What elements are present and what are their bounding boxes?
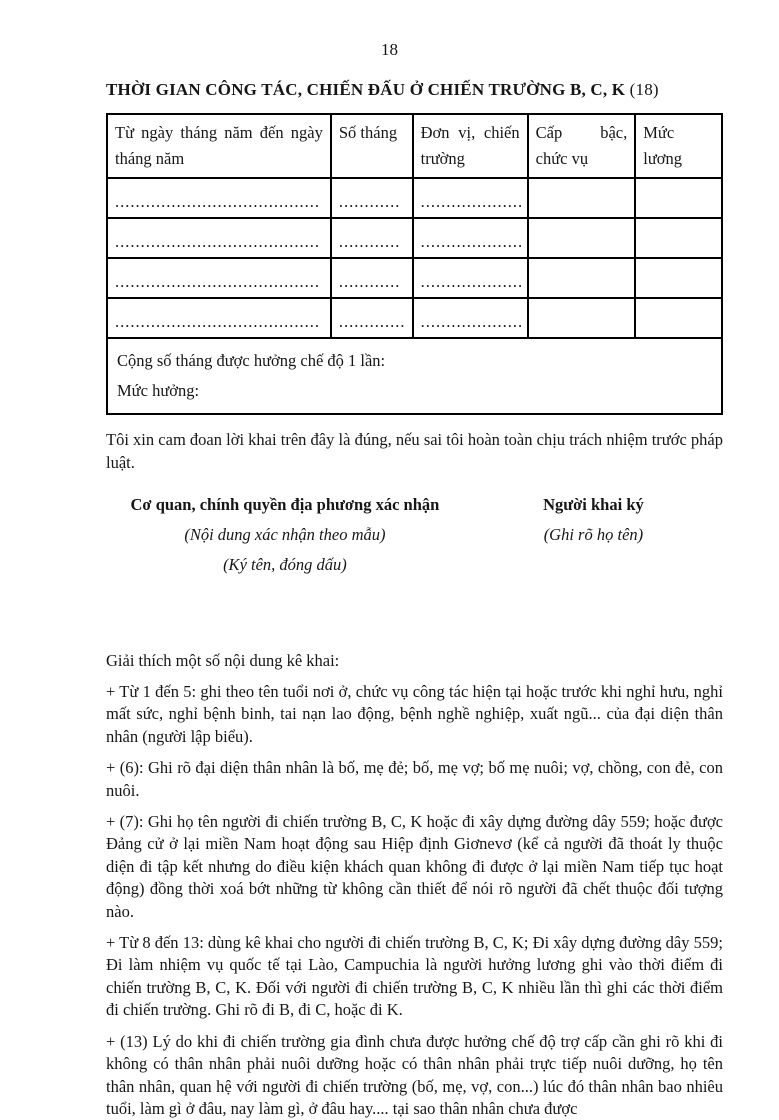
empty-cell xyxy=(528,178,636,218)
header-salary: Mức lương xyxy=(635,114,722,178)
header-unit-battlefield: Đơn vị, chiến trường xyxy=(413,114,528,178)
dotted-field: ........................................ xyxy=(107,178,331,218)
table-row xyxy=(107,258,722,298)
signature-section xyxy=(106,490,723,580)
table-row xyxy=(107,298,722,338)
form-section-title-ref: (18) xyxy=(625,80,659,99)
empty-cell xyxy=(528,258,636,298)
table-row xyxy=(107,178,722,218)
dotted-field: ........................................ xyxy=(107,218,331,258)
header-month-count: Số tháng xyxy=(331,114,413,178)
form-section-title xyxy=(106,80,723,100)
declaration-text: Tôi xin cam đoan lời khai trên đây là đúng, nếu sai tôi hoàn toàn chịu trách nhiệm trước pháp luật. xyxy=(106,430,723,472)
declarant-fullname-note: (Ghi rõ họ tên) xyxy=(543,525,644,544)
dotted-field: ............ xyxy=(331,178,413,218)
header-rank-position: Cấp bậc, chức vụ xyxy=(528,114,636,178)
explanation-heading: Giải thích một số nội dung kê khai: xyxy=(106,651,340,670)
dotted-field: .................... xyxy=(413,258,528,298)
dotted-field: ............ xyxy=(331,218,413,258)
note-paragraph-13: + (13) Lý do khi đi chiến trường gia đình chưa được hưởng chế độ trợ cấp cần ghi rõ khi đi không có thân nhân phải nuôi dưỡng hoặc có thân nhân phải trực tiếp nuôi dưỡng, họ tên thân nhân, quan hệ với người đi chiến trường (bố, mẹ, vợ, con...) lúc đó thân nhân bao nhiêu tuổi, làm gì ở đâu, nay làm gì, ở đâu hay.... tại sao thân nhân chưa được xyxy=(106,1031,723,1118)
dotted-field: .................... xyxy=(413,178,528,218)
explanation-section xyxy=(106,650,723,1120)
authority-confirmation-note: (Nội dung xác nhận theo mẫu) xyxy=(184,525,386,544)
dotted-field: ............ xyxy=(331,258,413,298)
page-number: 18 xyxy=(381,40,398,59)
note-paragraph-1-to-5: + Từ 1 đến 5: ghi theo tên tuổi nơi ở, chức vụ công tác hiện tại hoặc trước khi nghỉ hưu, nghỉ mất sức, nghỉ bệnh binh, tai nạn lao động, bệnh nghề nghiệp, xuất ngũ... của đại diện thân nhân (người lập biểu). xyxy=(106,682,723,746)
table-row xyxy=(107,218,722,258)
empty-cell xyxy=(635,218,722,258)
empty-cell xyxy=(528,298,636,338)
dotted-field: ........................................ xyxy=(107,298,331,338)
header-date-range: Từ ngày tháng năm đến ngày tháng năm xyxy=(107,114,331,178)
dotted-field: ............. xyxy=(331,298,413,338)
dotted-field: .................... xyxy=(413,218,528,258)
note-paragraph-6: + (6): Ghi rõ đại diện thân nhân là bố, mẹ đẻ; bố, mẹ vợ; bố mẹ nuôi; vợ, chồng, con đẻ, con nuôi. xyxy=(106,758,723,800)
signature-block-authority xyxy=(106,490,464,580)
form-section-title-text: THỜI GIAN CÔNG TÁC, CHIẾN ĐẤU Ở CHIẾN TRƯỜNG B, C, K xyxy=(106,80,626,99)
declarant-sign-title: Người khai ký xyxy=(543,495,644,514)
dotted-field: .................... xyxy=(413,298,528,338)
note-paragraph-8-to-13: + Từ 8 đến 13: dùng kê khai cho người đi chiến trường B, C, K; Đi xây dựng đường dây 559; Đi làm nhiệm vụ quốc tế tại Lào, Campuchia là người hưởng lương ghi vào thời điểm đi chiến trường B, C, K. Đối với người đi chiến trường B, C, K nhiều lần thì ghi các thời điểm đi chiến trường. Ghi rõ đi B, đi C, hoặc đi K. xyxy=(106,933,723,1020)
empty-cell xyxy=(635,258,722,298)
total-months-line: Cộng số tháng được hưởng chế độ 1 lần: xyxy=(117,351,386,370)
authority-sign-stamp-note: (Ký tên, đóng dấu) xyxy=(223,555,347,574)
empty-cell xyxy=(635,298,722,338)
service-time-table xyxy=(106,113,723,415)
empty-cell xyxy=(635,178,722,218)
empty-cell xyxy=(528,218,636,258)
note-paragraph-7: + (7): Ghi họ tên người đi chiến trường B, C, K hoặc đi xây dựng đường dây 559; hoặc được Đảng cử ở lại miền Nam hoạt động sau Hiệp định Giơnevơ (kể cả người đã thoát ly thuộc diện đi tập kết nhưng do điều kiện khách quan không đi được ở lại miền Nam tiếp tục hoạt động) đồng thời xoá bớt những từ không cần thiết để nói rõ người đã chết thuộc đối tượng nào. xyxy=(106,812,723,921)
table-footer-row xyxy=(107,338,722,414)
table-footer xyxy=(107,338,722,414)
authority-confirmation-title: Cơ quan, chính quyền địa phương xác nhận xyxy=(130,495,440,514)
signature-block-declarant xyxy=(464,490,723,580)
dotted-field: ........................................ xyxy=(107,258,331,298)
document-body xyxy=(106,80,723,1120)
benefit-level-line: Mức hưởng: xyxy=(117,381,200,400)
table-header-row xyxy=(107,114,722,178)
